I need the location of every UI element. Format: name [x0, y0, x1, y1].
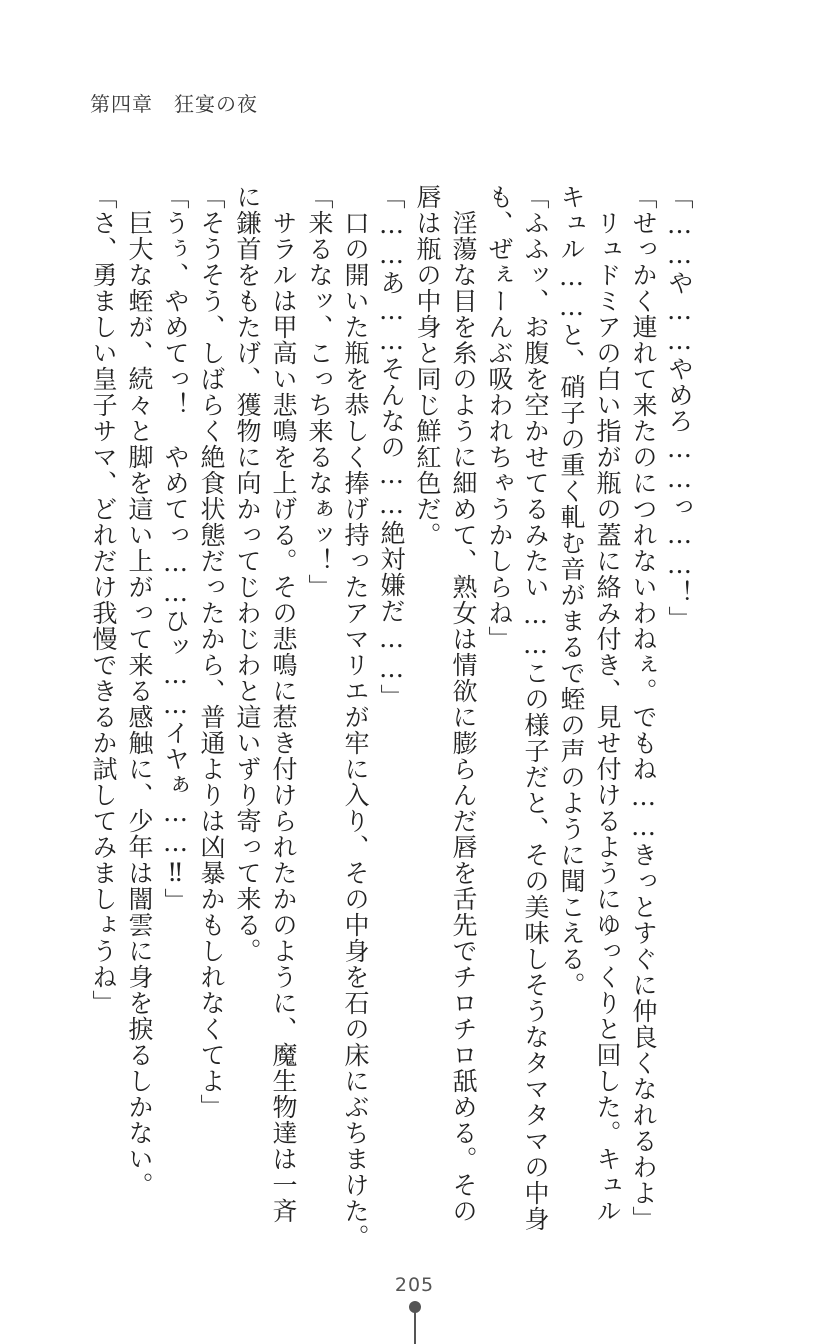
text-line: 「そうそう、しばらく絶食状態だったから、普通よりは凶暴かもしれなくてよ」	[197, 184, 226, 1120]
page-marker-line	[414, 1312, 416, 1344]
text-line: も、ぜぇーんぶ吸われちゃうかしらね」	[485, 184, 514, 652]
text-line: 「来るなッ、こっち来るなぁッ！」	[305, 184, 334, 600]
text-line: 淫蕩な目を糸のように細めて、熟女は情欲に膨らんだ唇を舌先でチロチロ舐める。その	[449, 184, 478, 1224]
text-line: 巨大な蛭が、続々と脚を這い上がって来る感触に、少年は闇雲に身を捩るしかない。	[125, 184, 154, 1198]
text-line: サラルは甲高い悲鳴を上げる。その悲鳴に惹き付けられたかのように、魔生物達は一斉	[269, 184, 298, 1224]
text-line: 唇は瓶の中身と同じ鮮紅色だ。	[413, 184, 442, 548]
text-line: キュル……と、硝子の重く軋む音がまるで蛭の声のように聞こえる。	[557, 184, 586, 998]
body-text	[89, 184, 697, 1250]
text-line: 「せっかく連れて来たのにつれないわねぇ。でもね……きっとすぐに仲良くなれるわよ」	[629, 184, 658, 1232]
text-line: 「……あ……そんなの……絶対嫌だ……」	[377, 184, 406, 710]
text-line: 「……や……やめろ……っ……！」	[665, 184, 694, 632]
text-line: 「ふふッ、お腹を空かせてるみたい……この様子だと、その美味しそうなタマタマの中身	[521, 184, 550, 1232]
page-number: 205	[394, 1274, 435, 1296]
text-line: に鎌首をもたげ、獲物に向かってじわじわと這いずり寄って来る。	[233, 184, 262, 964]
text-line: 口の開いた瓶を恭しく捧げ持ったアマリエが牢に入り、その中身を石の床にぶちまけた。	[341, 184, 370, 1250]
text-line: 「さ、勇ましい皇子サマ、どれだけ我慢できるか試してみましょうね」	[89, 184, 118, 1016]
text-line: リュドミアの白い指が瓶の蓋に絡み付き、見せ付けるようにゆっくりと回した。キュル	[593, 184, 622, 1224]
text-line: 「うぅ、やめてっ！ やめてっ……ひッ……イヤぁ……‼」	[161, 184, 190, 914]
running-head: 第四章 狂宴の夜	[90, 92, 258, 116]
